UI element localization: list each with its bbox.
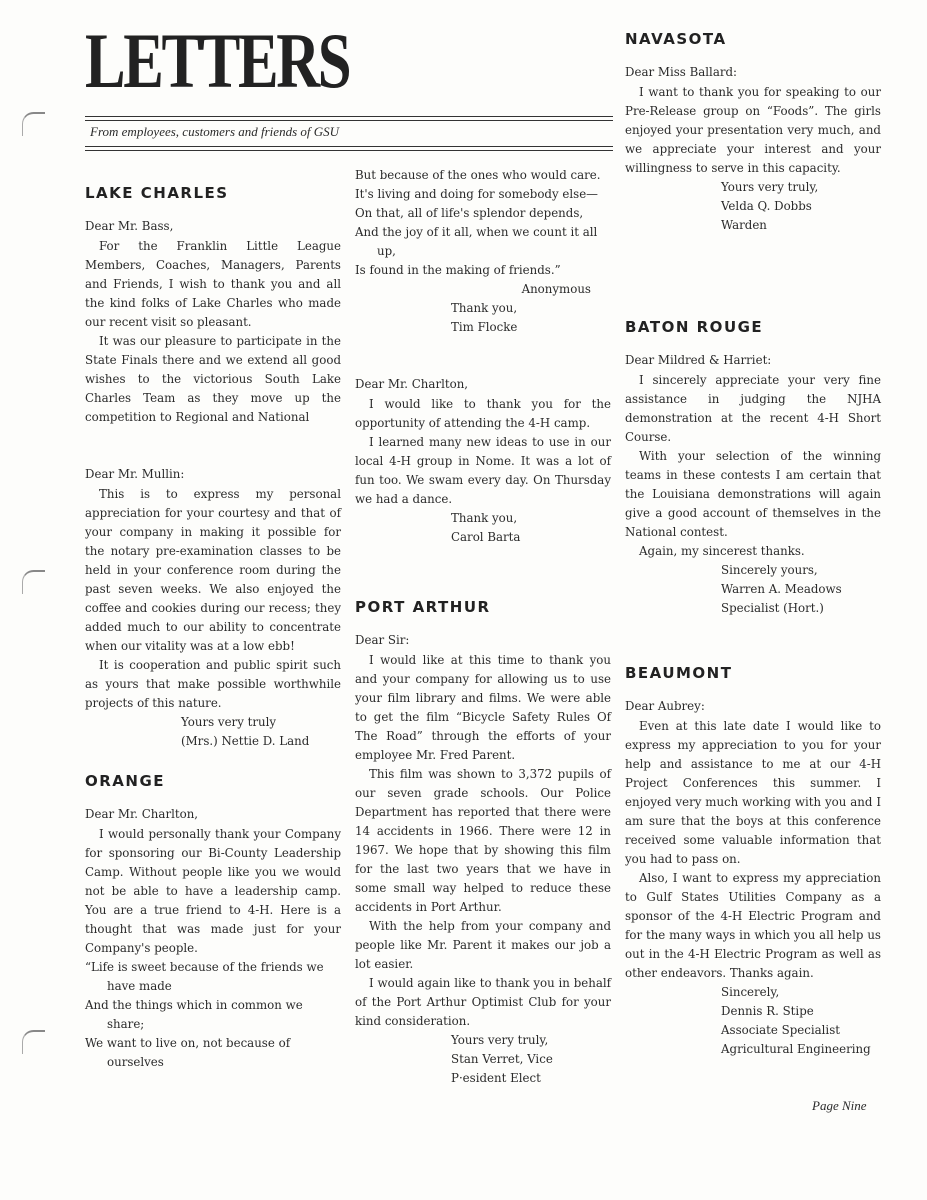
letter-paragraph: With the help from your company and people like Mr. Parent it makes our job a lot easier. [355,919,611,971]
signature-line: Yours very truly, [721,180,819,194]
signature-line: Associate Specialist [721,1023,840,1037]
signature-line: P·esident Elect [451,1071,541,1085]
signature-block [85,713,341,751]
signature-line: Dennis R. Stipe [721,1004,814,1018]
letter-section [355,598,611,1126]
letter-paragraph: With your selection of the winning teams in these contests I am certain that the Louisiana demonstrations will again give a good account of themselves in the National contest. [625,449,881,539]
letter-paragraph: I sincerely appreciate your very fine assistance in judging the NJHA demonstration at the recent 4-H Short Course. [625,373,881,444]
signature-block [625,178,881,235]
salutation: Dear Aubrey: [625,699,705,713]
letter-section [625,318,881,656]
salutation: Dear Mr. Charlton, [85,807,199,821]
signature-line: Warden [721,218,767,232]
letter [625,697,881,1059]
letter-paragraph: Again, my sincerest thanks. [639,544,805,558]
section-heading: BATON ROUGE [625,318,764,336]
poem-line: It's living and doing for somebody else— [355,187,598,201]
signature-block [355,509,611,547]
signature-line: Yours very truly [181,715,277,729]
poem-attribution: Anonymous [521,282,591,296]
letter-section [625,664,881,1097]
punch-hole-mark [22,1030,45,1054]
punch-hole-mark [22,570,45,594]
salutation: Dear Sir: [355,633,410,647]
signature-line: Thank you, [451,511,518,525]
letter-paragraph: I learned many new ideas to use in our local 4-H group in Nome. It was a lot of fun too. We swam every day. On Thursday we had a dance. [355,435,611,506]
subtitle: From employees, customers and friends of GSU [90,124,340,139]
signature-block [355,1031,611,1088]
signature-line: (Mrs.) Nettie D. Land [181,734,310,748]
letter-section [625,30,881,273]
divider [85,146,613,147]
masthead-title: LETTERS [85,17,350,104]
signature-line: Specialist (Hort.) [721,601,824,615]
letter-paragraph: I would personally thank your Company for sponsoring our Bi-County Leadership Camp. Without people like you we would not be able to have a leadership camp. You are a true friend to 4-H. Here is a thought that was made just for your Company's people. [85,827,341,955]
poem-line: On that, all of life's splendor depends, [355,206,584,220]
section-heading: NAVASOTA [625,30,727,48]
signature-line: Thank you, [451,301,518,315]
section-heading: BEAUMONT [625,664,733,682]
poem-line: “Life is sweet because of the friends we have made [85,960,324,993]
letter-paragraph: I would like at this time to thank you and your company for allowing us to use your film library and films. We were able to get the film “Bicycle Safety Rules Of The Road” through the efforts of your employee Mr. Fred Parent. [355,653,611,762]
letter-paragraph: I would like to thank you for the opportunity of attending the 4-H camp. [355,397,611,430]
signature-line: Tim Flocke [451,320,518,334]
signature-line: Velda Q. Dobbs [721,199,812,213]
poem-line: And the things which in common we share; [85,998,303,1031]
letter-paragraph: For the Franklin Little League Members, Coaches, Managers, Parents and Friends, I wish to thank you and all the kind folks of Lake Charles who made our recent visit so pleasant. [85,239,341,329]
salutation: Dear Mr. Charlton, [355,377,469,391]
signature-line: Sincerely yours, [721,563,818,577]
poem-line: Is found in the making of friends.” [355,263,561,277]
salutation: Dear Miss Ballard: [625,65,738,79]
page-number: Page Nine [812,1098,867,1113]
section-heading: ORANGE [85,772,166,790]
letter [625,63,881,235]
punch-hole-mark [22,112,45,136]
poem-line: And the joy of it all, when we count it all up, [355,225,598,258]
letter-paragraph: This film was shown to 3,372 pupils of our seven grade schools. Our Police Department has reported that there were 14 accidents in 1966. There were 12 in 1967. We hope that by showing this film for the last two years that we have in some small way helped to reduce these accidents in Port Arthur. [355,767,611,914]
letter-paragraph: It is cooperation and public spirit such as yours that make possible worthwhile projects of this nature. [85,658,341,710]
letter [85,217,341,427]
section-heading: PORT ARTHUR [355,598,491,616]
letter [355,631,611,1088]
poem-line: We want to live on, not because of ourselves [85,1036,291,1069]
divider [85,150,613,151]
letter-paragraph: I want to thank you for speaking to our Pre-Release group on “Foods”. The girls enjoyed your presentation very much, and we appreciate your interest and your willingness to serve in this capacity. [625,85,881,175]
poem [85,958,341,1072]
letter-paragraph: I would again like to thank you in behalf of the Port Arthur Optimist Club for your kind consideration. [355,976,611,1028]
letter [85,805,341,1072]
letter [355,166,611,337]
signature-line: Sincerely, [721,985,780,999]
poem [355,166,611,280]
letter-paragraph: Even at this late date I would like to express my appreciation to you for your help and assistance to me at our 4-H Project Conferences this summer. I enjoyed very much working with you and I am sure that the boys at this conference received some valuable information that you had to pass on. [625,719,881,866]
divider [85,116,613,117]
signature-block [355,299,611,337]
letter [85,465,341,751]
divider [85,120,613,121]
salutation: Dear Mr. Mullin: [85,467,185,481]
letter-paragraph: This is to express my personal appreciation for your courtesy and that of your company in making it possible for the notary pre-examination classes to be held in your conference room during the past seven weeks. We also enjoyed the coffee and cookies during our recess; they added much to our ability to concentrate when our vitality was at a low ebb! [85,487,341,653]
letter-section [85,184,341,789]
letter-paragraph: Also, I want to express my appreciation to Gulf States Utilities Company as a sponsor of the 4-H Electric Program and for the many ways in which you all help us out in the 4-H Electric Program as well as other endeavors. Thanks again. [625,871,881,980]
signature-block [625,983,881,1059]
signature-line: Yours very truly, [451,1033,549,1047]
salutation: Dear Mr. Bass, [85,219,174,233]
section-heading: LAKE CHARLES [85,184,229,202]
letter-section [355,166,611,585]
letter [355,375,611,547]
signature-line: Carol Barta [451,530,521,544]
letter-section [85,772,341,1110]
poem-line: But because of the ones who would care. [355,168,601,182]
signature-line: Warren A. Meadows [721,582,842,596]
salutation: Dear Mildred & Harriet: [625,353,772,367]
signature-line: Agricultural Engineering [721,1042,871,1056]
letter-paragraph: It was our pleasure to participate in the State Finals there and we extend all good wishes to the victorious South Lake Charles Team as they move up the competition to Regional and National [85,334,341,424]
signature-block [625,561,881,618]
signature-line: Stan Verret, Vice [451,1052,553,1066]
letter [625,351,881,618]
